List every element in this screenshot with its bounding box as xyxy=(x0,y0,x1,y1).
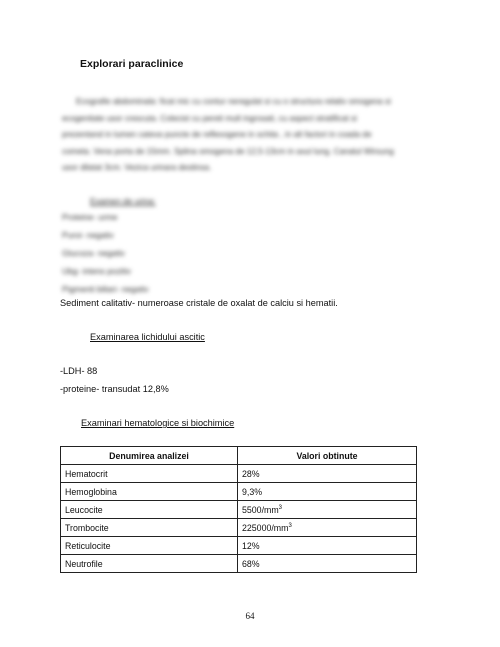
analysis-name: Leucocite xyxy=(61,501,238,519)
ascitic-title: Examinarea lichidului ascitic xyxy=(90,332,205,342)
table-header-row xyxy=(61,447,417,465)
ascitic-ldh: -LDH- 88 xyxy=(60,366,98,376)
urine-item: Ubg- intens pozitiv xyxy=(62,266,131,276)
unit-exponent: 3 xyxy=(278,504,283,511)
urine-item: Proteine- urme xyxy=(62,212,118,222)
echo-line: cometa. Vena porta de 15mm. Splina omogena de 12,5-13cm in axul lung. Canalul Wirsung xyxy=(62,146,394,156)
table-row xyxy=(61,519,417,537)
table-row xyxy=(61,465,417,483)
analysis-value: 68% xyxy=(238,555,417,573)
urine-title: Examen de urina: xyxy=(90,196,156,206)
value-text: 5500/mm xyxy=(242,504,279,515)
section-title: Explorari paraclinice xyxy=(80,58,184,70)
analysis-value xyxy=(238,519,417,537)
table-row xyxy=(61,483,417,501)
analysis-name: Hemoglobina xyxy=(61,483,238,501)
hemato-title: Examinari hematologice si biochimice xyxy=(81,418,235,428)
analysis-name: Hematocrit xyxy=(61,465,238,483)
unit-exponent: 3 xyxy=(288,522,292,529)
urine-item: Puroi- negativ xyxy=(62,230,114,240)
echo-line: Ecografie abdominala: ficat mic cu contur neregulat si cu o structura relativ omogena si xyxy=(76,97,391,106)
analysis-value: 28% xyxy=(238,465,417,483)
urine-item: Pigmenti biliari- negativ xyxy=(62,284,149,294)
hemato-table xyxy=(60,446,417,573)
analysis-value: 9,3% xyxy=(238,483,417,501)
analysis-value: 12% xyxy=(238,537,417,555)
ascitic-proteine: -proteine- transudat 12,8% xyxy=(60,384,169,394)
analysis-name: Neutrofile xyxy=(61,555,238,573)
table-row xyxy=(61,501,417,519)
analysis-name: Reticulocite xyxy=(61,537,238,555)
urine-item: Glucoza- negativ xyxy=(62,248,125,258)
analysis-name: Trombocite xyxy=(61,519,238,537)
table-row xyxy=(61,555,417,573)
value-text: 225000/mm xyxy=(242,522,289,533)
echo-paragraph xyxy=(62,94,450,177)
urine-sediment: Sediment calitativ- numeroase cristale de oxalat de calciu si hematii. xyxy=(60,298,338,308)
echo-line: usor dilatat 3cm. Vezica urinara destinsa. xyxy=(62,163,212,172)
column-header: Denumirea analizei xyxy=(61,447,238,465)
table-row xyxy=(61,537,417,555)
column-header: Valori obtinute xyxy=(238,447,417,465)
page-number: 64 xyxy=(245,611,255,621)
echo-line: ecogenitate usor crescuta. Colecist cu pereti mult ingrosati, cu aspect stratificat si xyxy=(62,113,357,123)
analysis-value xyxy=(238,501,417,519)
echo-line: prezentand in lumen cateva puncte de reflexogene in schita , in alt factori in coada de xyxy=(62,130,372,139)
